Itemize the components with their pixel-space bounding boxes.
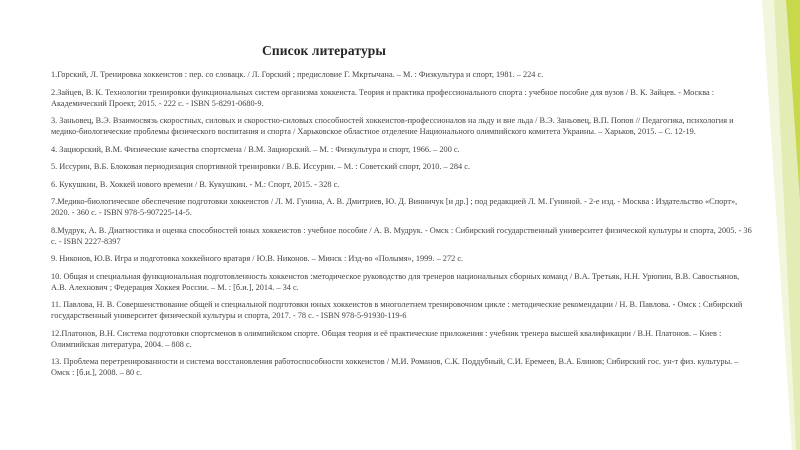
reference-item: 13. Проблема перетренированности и система восстановления работоспособности хоккеистов / М.И. Романов, С.К. Поддубный, С.И. Еремеев, В.А. Блинов; Сибирский гос. ун-т физ. культуры. – Омск : [б.и.], 2008. – 80 с. xyxy=(51,357,739,377)
reference-item: 11. Павлова, Н. В. Совершенствование общей и специальной подготовки юных хоккеистов в многолетнем тренировочном цикле : методические рекомендации / Н. В. Павлова. - Омск : Сибирский государственный университет физической культуры и спорта, 2017. - 78 с. - ISBN 978-5-91930-119-6 xyxy=(51,300,743,320)
reference-item: 3. Заньовец, В.Э. Взаимосвязь скоростных, силовых и скоростно-силовых способностей хоккеистов-профессионалов на льду и вне льда / В.Э. Заньовец, В.П. Попов // Педагогика, психология и медико-биологические проблемы физического воспитания и спорта / Харьковское областное отделение Национального олимпийского комитета Украины. – Харьков, 2015. – С. 12-19. xyxy=(51,116,734,136)
reference-item: 9. Никонов, Ю.В. Игра и подготовка хоккейного вратаря / Ю.В. Никонов. – Минск : Изд-во «Полымя», 1999. – 272 с. xyxy=(51,254,464,263)
reference-item: 2.Зайцев, В. К. Технологии тренировки функциональных систем организма хоккеиста. Теория и практика профессионального спорта : учебное пособие для вузов / В. К. Зайцев. - Москва : Академический Проект, 2015. - 222 с. - ISBN 5-8291-0680-9. xyxy=(51,87,715,108)
reference-item: 1.Горский, Л. Тренировка хоккеистов : пер. со словацк. / Л. Горский ; предисловие Г. Мкртычана. – М. : Физкультура и спорт, 1981. – 224 с. xyxy=(51,70,544,79)
slide-title: Список литературы xyxy=(262,43,387,58)
reference-item: 6. Кукушкин, В. Хоккей нового времени / В. Кукушкин. - М.: Спорт, 2015. - 328 с. xyxy=(51,179,340,189)
reference-item: 5. Иссурин, В.Б. Блоковая периодизация спортивной тренировки / В.Б. Иссурин. – М. : Советский спорт, 2010. – 284 с. xyxy=(51,162,471,171)
reference-item: 10. Общая и специальная функциональная подготовленность хоккеистов :методическое руководство для тренеров национальных сборных команд / В.А. Третьяк, Н.Н. Урюпин, В.В. Савостьянов, А.В. Алехнович ; Федерация Хоккея России. – М. : [б.и.], 2014. – 34 с. xyxy=(51,271,740,292)
reference-item: 8.Мудрук, А. В. Диагностика и оценка способностей юных хоккеистов : учебное пособие / А. В. Мудрук. - Омск : Сибирский государственный университет физической культуры и спорта, 2005. - 36 с. - ISBN 2227-8397 xyxy=(51,225,752,246)
corner-decoration xyxy=(752,0,800,450)
reference-list xyxy=(51,69,756,385)
reference-item: 4. Зациорский, В.М. Физические качества спортсмена / В.М. Зациорский. – М. : Физкультура и спорт, 1966. – 200 с. xyxy=(51,144,460,154)
reference-item: 7.Медико-биологическое обеспечение подготовки хоккеистов / Л. М. Гунина, А. В. Дмитриев, Ю. Д. Винничук [и др.] ; под редакцией Л. М. Гуниной. - 2-е изд. - Москва : Издательство «Спорт», 2020. - 360 с. - ISBN 978-5-907225-14-5. xyxy=(51,197,738,217)
corner-shape-icon xyxy=(752,0,800,450)
reference-item: 12.Платонов, В.Н. Система подготовки спортсменов в олимпийском спорте. Общая теория и её практические приложения : учебник тренера высшей квалификации / В.Н. Платонов. – Киев : Олимпийская литература, 2004. – 808 с. xyxy=(51,328,722,349)
